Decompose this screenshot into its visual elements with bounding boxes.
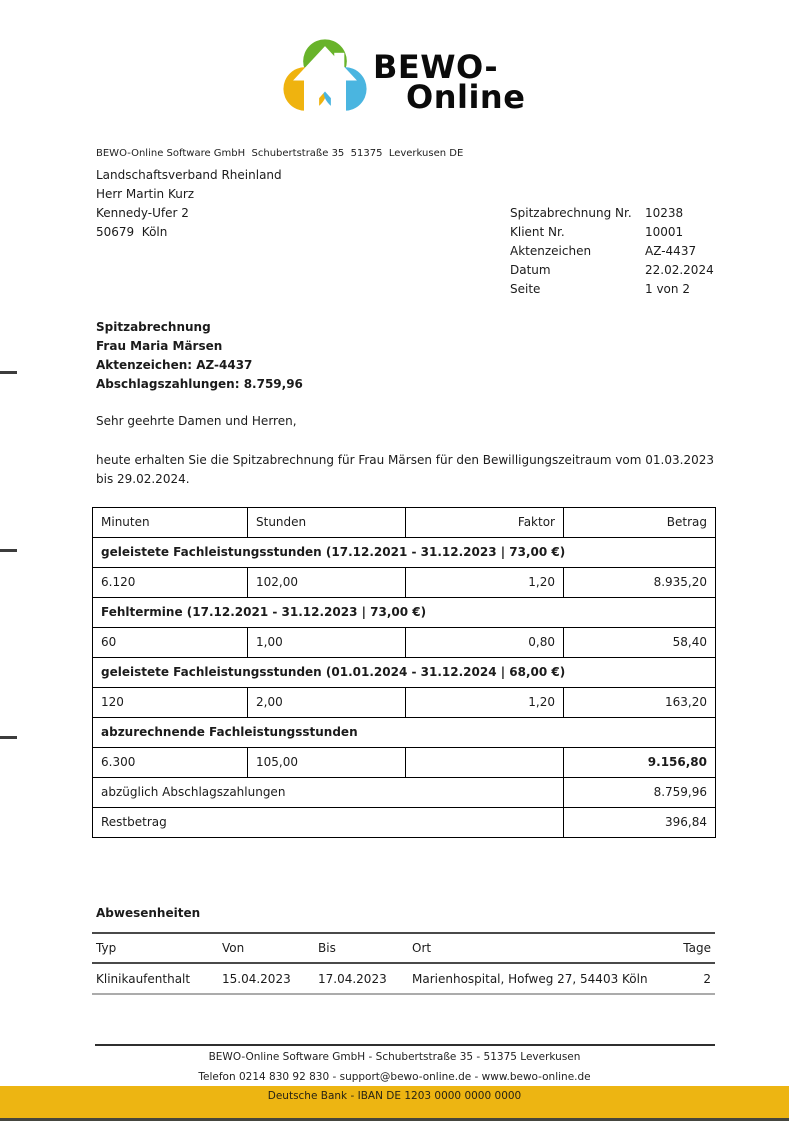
cell-betrag: 8.759,96 <box>564 778 716 808</box>
salutation: Sehr geehrte Damen und Herren, <box>96 414 297 428</box>
meta-row <box>510 242 714 261</box>
recipient-line: Kennedy-Ufer 2 <box>96 206 189 220</box>
col-header-typ: Typ <box>92 933 218 963</box>
fold-mark <box>0 371 17 374</box>
section-row <box>93 538 716 568</box>
col-header-minuten: Minuten <box>93 508 248 538</box>
fold-mark <box>0 549 17 552</box>
meta-value: 10001 <box>645 225 684 239</box>
recipient-line: Landschaftsverband Rheinland <box>96 168 282 182</box>
meta-value: AZ-4437 <box>645 244 697 258</box>
billing-table <box>92 507 716 838</box>
invoice-meta-block <box>510 204 714 299</box>
billing-table-header-row <box>93 508 716 538</box>
bewo-house-logo-icon <box>283 36 367 120</box>
logo-wordmark-line2: Online <box>406 78 526 116</box>
section-row <box>93 598 716 628</box>
absences-heading: Abwesenheiten <box>96 906 201 920</box>
col-header-stunden: Stunden <box>248 508 406 538</box>
footer-company-line: BEWO-Online Software GmbH - Schubertstraße 35 - 51375 Leverkusen <box>208 1051 581 1063</box>
cell-minuten: 6.300 <box>93 748 248 778</box>
table-row-total <box>93 748 716 778</box>
col-header-tage: Tage <box>649 933 715 963</box>
table-row <box>93 568 716 598</box>
footer-divider <box>95 1044 715 1046</box>
table-row <box>93 628 716 658</box>
cell-betrag: 58,40 <box>564 628 716 658</box>
footer-bank-line: Deutsche Bank - IBAN DE 1203 0000 0000 0000 <box>267 1090 522 1102</box>
cell-von: 15.04.2023 <box>218 963 314 994</box>
col-header-von: Von <box>218 933 314 963</box>
meta-label: Aktenzeichen <box>510 244 592 258</box>
cell-betrag: 396,84 <box>564 808 716 838</box>
cell-minuten: 60 <box>93 628 248 658</box>
section-title: Fehltermine (17.12.2021 - 31.12.2023 | 73,00 €) <box>93 598 716 628</box>
footer-bank-band <box>0 1086 789 1121</box>
body-paragraph: heute erhalten Sie die Spitzabrechnung für Frau Märsen für den Bewilligungszeitraum vom 01.03.2023 bis 29.02.2024. <box>96 453 714 486</box>
meta-value: 22.02.2024 <box>645 263 714 277</box>
meta-label: Datum <box>510 263 551 277</box>
cell-stunden: 1,00 <box>248 628 406 658</box>
meta-label: Seite <box>510 282 541 296</box>
client-name: Frau Maria Märsen <box>96 339 223 353</box>
meta-value: 10238 <box>645 206 684 220</box>
advance-payments: Abschlagszahlungen: 8.759,96 <box>96 377 303 391</box>
cell-label: Restbetrag <box>93 808 564 838</box>
meta-row <box>510 204 714 223</box>
cell-faktor: 1,20 <box>406 688 564 718</box>
cell-tage: 2 <box>649 963 715 994</box>
recipient-address-block <box>96 166 282 242</box>
cell-betrag: 163,20 <box>564 688 716 718</box>
section-title: abzurechnende Fachleistungsstunden <box>93 718 716 748</box>
col-header-bis: Bis <box>314 933 408 963</box>
absence-row <box>92 963 715 994</box>
absences-header-row <box>92 933 715 963</box>
meta-row <box>510 280 714 299</box>
meta-label: Spitzabrechnung Nr. <box>510 206 632 220</box>
meta-row <box>510 223 714 242</box>
section-row <box>93 718 716 748</box>
table-row-deduction <box>93 778 716 808</box>
bewo-logo <box>283 36 525 120</box>
table-row-remainder <box>93 808 716 838</box>
cell-bis: 17.04.2023 <box>314 963 408 994</box>
table-row <box>93 688 716 718</box>
cell-faktor <box>406 748 564 778</box>
cell-betrag-total: 9.156,80 <box>564 748 716 778</box>
section-title: geleistete Fachleistungsstunden (17.12.2021 - 31.12.2023 | 73,00 €) <box>93 538 716 568</box>
col-header-ort: Ort <box>408 933 649 963</box>
cell-faktor: 0,80 <box>406 628 564 658</box>
cell-stunden: 105,00 <box>248 748 406 778</box>
col-header-faktor: Faktor <box>406 508 564 538</box>
cell-typ: Klinikaufenthalt <box>92 963 218 994</box>
document-title-block <box>96 318 303 394</box>
case-number: Aktenzeichen: AZ-4437 <box>96 358 253 372</box>
cell-minuten: 6.120 <box>93 568 248 598</box>
meta-label: Klient Nr. <box>510 225 565 239</box>
section-row <box>93 658 716 688</box>
cell-stunden: 102,00 <box>248 568 406 598</box>
cell-label: abzüglich Abschlagszahlungen <box>93 778 564 808</box>
recipient-line: Herr Martin Kurz <box>96 187 195 201</box>
footer-contact-line: Telefon 0214 830 92 830 - support@bewo-online.de - www.bewo-online.de <box>198 1071 591 1083</box>
absences-table <box>92 932 715 995</box>
sender-return-address: BEWO-Online Software GmbH Schubertstraße 35 51375 Leverkusen DE <box>96 148 464 159</box>
meta-row <box>510 261 714 280</box>
logo-wordmark <box>373 48 526 116</box>
document-title: Spitzabrechnung <box>96 320 211 334</box>
logo-wordmark-line1: BEWO- <box>373 48 499 86</box>
cell-minuten: 120 <box>93 688 248 718</box>
recipient-line: 50679 Köln <box>96 225 168 239</box>
cell-faktor: 1,20 <box>406 568 564 598</box>
col-header-betrag: Betrag <box>564 508 716 538</box>
section-title: geleistete Fachleistungsstunden (01.01.2024 - 31.12.2024 | 68,00 €) <box>93 658 716 688</box>
cell-betrag: 8.935,20 <box>564 568 716 598</box>
cell-ort: Marienhospital, Hofweg 27, 54403 Köln <box>408 963 649 994</box>
cell-stunden: 2,00 <box>248 688 406 718</box>
fold-mark <box>0 736 17 739</box>
meta-value: 1 von 2 <box>645 282 690 296</box>
